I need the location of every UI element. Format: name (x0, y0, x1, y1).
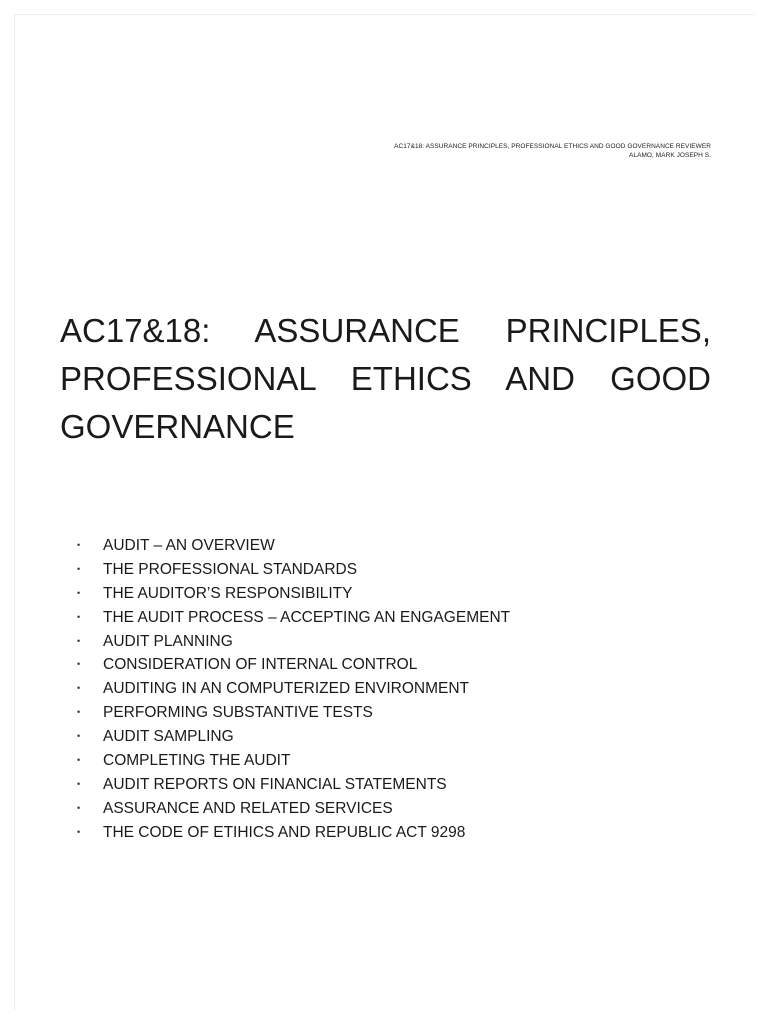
list-item (77, 558, 510, 582)
list-item (77, 630, 510, 654)
topic-label: THE PROFESSIONAL STANDARDS (103, 560, 358, 578)
running-header (394, 143, 711, 160)
list-item (77, 773, 510, 797)
topic-label: THE AUDITOR’S RESPONSIBILITY (103, 584, 353, 602)
bullet-icon: • (77, 611, 81, 622)
topic-label: COMPLETING THE AUDIT (103, 752, 291, 770)
bullet-icon: • (77, 683, 81, 694)
topic-label: AUDIT PLANNING (103, 632, 233, 650)
topic-label: AUDIT – AN OVERVIEW (103, 537, 275, 554)
header-author: ALAMO, MARK JOSEPH S. (629, 151, 711, 159)
list-item (77, 725, 510, 749)
list-item (77, 582, 510, 606)
bullet-icon: • (77, 802, 81, 813)
list-item (77, 797, 510, 821)
topic-label: AUDITING IN AN COMPUTERIZED ENVIRONMENT (103, 680, 469, 698)
bullet-icon: • (77, 731, 81, 742)
topic-list (77, 534, 510, 845)
list-item (77, 534, 510, 558)
bullet-icon: • (77, 563, 81, 574)
bullet-icon: • (77, 635, 81, 646)
topic-label: ASSURANCE AND RELATED SERVICES (103, 799, 393, 817)
topic-label: PERFORMING SUBSTANTIVE TESTS (103, 704, 373, 722)
list-item (77, 749, 510, 773)
topic-label: THE AUDIT PROCESS – ACCEPTING AN ENGAGEMENT (103, 608, 511, 626)
list-item (77, 701, 510, 725)
topic-label: AUDIT SAMPLING (103, 728, 234, 746)
bullet-icon: • (77, 778, 81, 789)
bullet-icon: • (77, 826, 81, 837)
bullet-icon: • (77, 587, 81, 598)
document-page (14, 14, 755, 1010)
topic-label: THE CODE OF ETIHICS AND REPUBLIC ACT 9298 (103, 823, 466, 841)
document-title: AC17&18: ASSURANCE PRINCIPLES, PROFESSIONAL ETHICS AND GOOD GOVERNANCE (60, 312, 711, 445)
list-item (77, 821, 510, 845)
topic-label: AUDIT REPORTS ON FINANCIAL STATEMENTS (103, 775, 447, 793)
list-item (77, 677, 510, 701)
bullet-icon: • (77, 755, 81, 766)
header-document-title: AC17&18: ASSURANCE PRINCIPLES, PROFESSIONAL ETHICS AND GOOD GOVERNANCE REVIEWER (394, 143, 711, 150)
list-item (77, 653, 510, 677)
bullet-icon: • (77, 659, 81, 670)
topic-label: CONSIDERATION OF INTERNAL CONTROL (103, 656, 418, 674)
bullet-icon: • (77, 707, 81, 718)
list-item (77, 606, 510, 630)
bullet-icon: • (77, 540, 81, 550)
